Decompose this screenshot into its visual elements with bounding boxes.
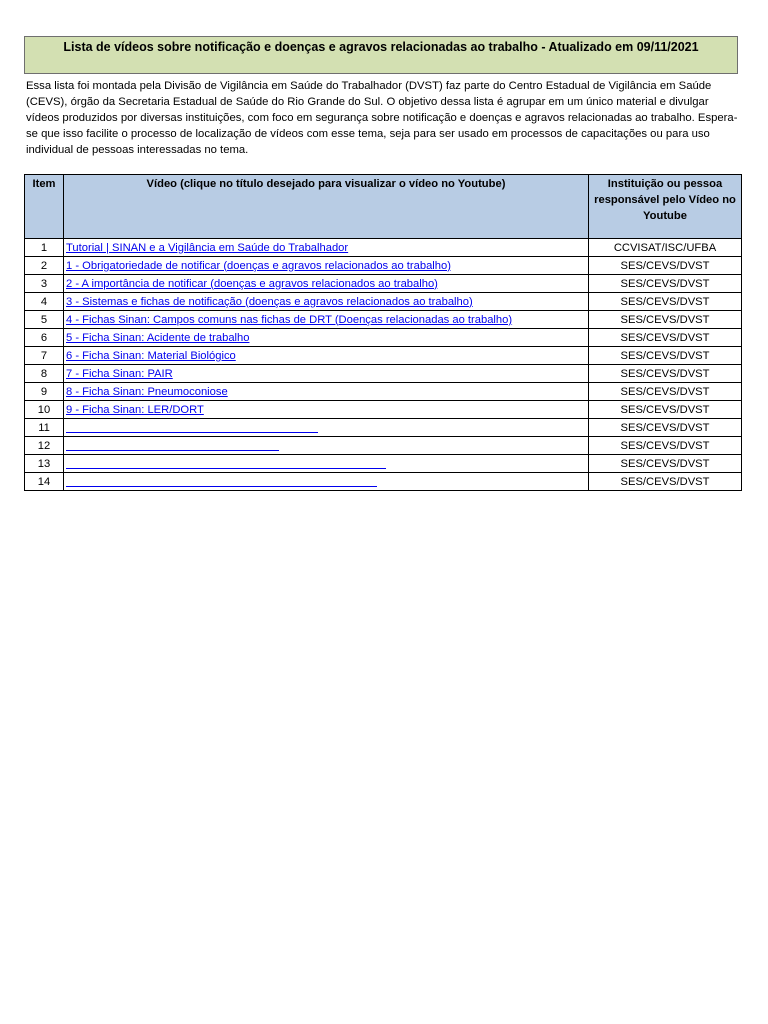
header-item: Item [25, 175, 64, 239]
blank-video-link[interactable] [66, 438, 279, 451]
row-item-number: 12 [25, 437, 64, 455]
video-link[interactable]: 7 - Ficha Sinan: PAIR [66, 367, 173, 380]
row-video-cell [64, 473, 589, 491]
video-link[interactable]: 1 - Obrigatoriedade de notificar (doenças e agravos relacionados ao trabalho) [66, 259, 451, 272]
video-link[interactable]: 5 - Ficha Sinan: Acidente de trabalho [66, 331, 250, 344]
video-table [24, 174, 742, 491]
blank-video-link[interactable] [66, 420, 318, 433]
row-video-cell [64, 239, 589, 257]
row-video-cell [64, 419, 589, 437]
table-row [25, 257, 742, 275]
table-row [25, 401, 742, 419]
table-row [25, 473, 742, 491]
row-item-number: 4 [25, 293, 64, 311]
row-item-number: 9 [25, 383, 64, 401]
table-row [25, 365, 742, 383]
row-item-number: 6 [25, 329, 64, 347]
row-item-number: 1 [25, 239, 64, 257]
row-video-cell [64, 311, 589, 329]
video-link[interactable]: Tutorial | SINAN e a Vigilância em Saúde do Trabalhador [66, 241, 349, 254]
row-institution: SES/CEVS/DVST [589, 275, 742, 293]
table-row [25, 437, 742, 455]
table-row [25, 383, 742, 401]
row-institution: SES/CEVS/DVST [589, 365, 742, 383]
row-institution: SES/CEVS/DVST [589, 473, 742, 491]
row-institution: SES/CEVS/DVST [589, 383, 742, 401]
row-institution: CCVISAT/ISC/UFBA [589, 239, 742, 257]
row-institution: SES/CEVS/DVST [589, 329, 742, 347]
table-row [25, 293, 742, 311]
row-video-cell [64, 293, 589, 311]
row-video-cell [64, 401, 589, 419]
row-video-cell [64, 365, 589, 383]
document-title: Lista de vídeos sobre notificação e doenças e agravos relacionadas ao trabalho - Atualizado em 09/11/2021 [24, 36, 738, 74]
row-item-number: 2 [25, 257, 64, 275]
video-link[interactable]: 3 - Sistemas e fichas de notificação (doenças e agravos relacionados ao trabalho) [66, 295, 473, 308]
video-link[interactable]: 4 - Fichas Sinan: Campos comuns nas fichas de DRT (Doenças relacionadas ao trabalho) [66, 313, 513, 326]
video-link[interactable]: 9 - Ficha Sinan: LER/DORT [66, 403, 204, 416]
table-row [25, 275, 742, 293]
table-row [25, 311, 742, 329]
row-institution: SES/CEVS/DVST [589, 401, 742, 419]
row-item-number: 10 [25, 401, 64, 419]
row-video-cell [64, 329, 589, 347]
row-video-cell [64, 257, 589, 275]
row-institution: SES/CEVS/DVST [589, 257, 742, 275]
row-item-number: 5 [25, 311, 64, 329]
row-institution: SES/CEVS/DVST [589, 437, 742, 455]
row-item-number: 3 [25, 275, 64, 293]
row-item-number: 8 [25, 365, 64, 383]
row-video-cell [64, 347, 589, 365]
row-institution: SES/CEVS/DVST [589, 455, 742, 473]
row-institution: SES/CEVS/DVST [589, 419, 742, 437]
table-row [25, 347, 742, 365]
table-header-row [25, 175, 742, 239]
row-institution: SES/CEVS/DVST [589, 311, 742, 329]
row-institution: SES/CEVS/DVST [589, 293, 742, 311]
table-row [25, 329, 742, 347]
video-link[interactable]: 6 - Ficha Sinan: Material Biológico [66, 349, 236, 362]
blank-video-link[interactable] [66, 474, 377, 487]
header-video: Vídeo (clique no título desejado para visualizar o vídeo no Youtube) [64, 175, 589, 239]
row-video-cell [64, 455, 589, 473]
intro-paragraph: Essa lista foi montada pela Divisão de Vigilância em Saúde do Trabalhador (DVST) faz parte do Centro Estadual de Vigilância em Saúde (CEVS), órgão da Secretaria Estadual de Saúde do Rio Grande do Sul. O objetivo dessa lista é agrupar em um único material e divulgar vídeos produzidos por diversas instituições, com foco em segurança sobre notificação e doenças e agravos relacionadas ao trabalho. Espera-se que isso facilite o processo de localização de vídeos com esse tema, seja para ser usado em processos de capacitações ou para uso individual de pessoas interessadas no tema. [26, 80, 738, 156]
blank-video-link[interactable] [66, 456, 386, 469]
row-video-cell [64, 275, 589, 293]
table-row [25, 239, 742, 257]
video-link[interactable]: 2 - A importância de notificar (doenças e agravos relacionados ao trabalho) [66, 277, 438, 290]
table-row [25, 455, 742, 473]
row-item-number: 11 [25, 419, 64, 437]
row-video-cell [64, 437, 589, 455]
table-row [25, 419, 742, 437]
video-link[interactable]: 8 - Ficha Sinan: Pneumoconiose [66, 385, 228, 398]
row-institution: SES/CEVS/DVST [589, 347, 742, 365]
row-item-number: 7 [25, 347, 64, 365]
row-item-number: 13 [25, 455, 64, 473]
row-video-cell [64, 383, 589, 401]
row-item-number: 14 [25, 473, 64, 491]
header-institution: Instituição ou pessoa responsável pelo Vídeo no Youtube [589, 175, 742, 239]
